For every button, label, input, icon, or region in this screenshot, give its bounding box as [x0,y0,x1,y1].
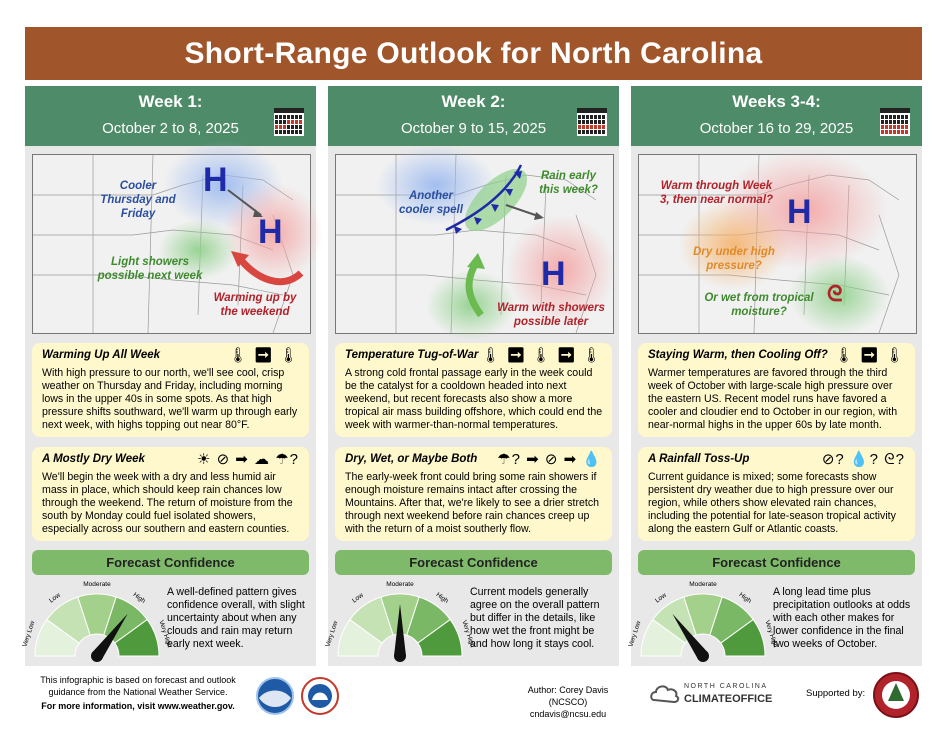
week-label: Week 1: [138,92,203,111]
noaa-logo [255,676,295,716]
calendar-icon [274,108,304,136]
supported-by-label: Supported by: [806,688,866,699]
author-name: Author: Corey Davis (NCSCO) [527,685,609,707]
gauge-label: Low [351,591,365,605]
box-text: With high pressure to our north, we'll see cool, crisp weather on Thursday and Friday, including morning lows in the upper 40s in some spots. As that high pressure shifts southward, we'll warm up through early next week, with highs topping out near 80°F. [42,367,298,431]
map-label: Cooler Thursday and Friday [100,180,176,220]
weather-icon: ☀ ⊘ ➡ ☁ ☂? [196,451,299,468]
gauge-label: Moderate [386,581,414,588]
outlook-map [32,154,311,334]
confidence-text: Current models generally agree on the overall pattern but differ in the details, like how wet the front might be and how long it stays cool. [470,586,600,650]
forest-service-logo [872,671,920,719]
confidence-header: Forecast Confidence [638,550,915,575]
footer-text: This infographic is based on forecast and outlook [40,675,236,685]
gauge-label: Very High [157,619,173,649]
box-title: Warming Up All Week [42,349,161,361]
week-2-column [324,86,619,666]
gauge-label: High [131,591,147,605]
map-label: Or wet from tropical moisture? [704,292,814,318]
confidence-header: Forecast Confidence [32,550,309,575]
high-pressure-marker: H [258,213,283,251]
climate-office-logo [650,680,780,710]
precipitation-box [638,447,915,541]
weather-icon: ⊘? 💧? ᘓ? [821,451,905,468]
gauge-label: Very Low [627,620,643,648]
calendar-icon [577,108,607,136]
week-dates: October 16 to 29, 2025 [699,120,854,137]
gauge-label: Low [654,591,668,605]
cloud-logo-icon [650,682,680,706]
map-label: Light showers possible next week [97,256,203,282]
box-title: Temperature Tug-of-War [345,349,479,361]
map-label: Rain early this week? [539,170,598,196]
box-text: We'll begin the week with a dry and less humid air mass in place, which should keep rain chances low through the weekend. The return of moisture from the south by Monday could fuel isolated showers, especially across our southern and eastern counties. [42,471,293,535]
week-label: Weeks 3-4: [732,92,821,111]
outlook-map [638,154,917,334]
gauge-label: Very High [460,619,476,649]
map-label: Warming up by the weekend [213,292,297,318]
map-label: Dry under high pressure? [693,246,775,272]
author-email[interactable]: cndavis@ncsu.edu [529,709,607,719]
box-text: A strong cold frontal passage early in the week could be the catalyst for a cooldown headed into next weekend, but recent forecasts also show a more tropical air mass building offshore, which could end the week with warmer-than-normal temperatures. [345,367,603,431]
footer-link[interactable]: For more information, visit www.weather.gov. [41,701,235,711]
week-header [631,86,922,146]
week-header [25,86,316,146]
confidence-text: A long lead time plus precipitation outlooks at odds with each other makes for lower confidence in the final two weeks of October. [773,586,911,650]
hurricane-icon: ᘓ [827,281,843,306]
box-text: The early-week front could bring some rain showers if enough moisture remains intact after crossing the Mountains. After that, we're likely to see a drier stretch through next weekend before rain chances creep up with the return of a moist southerly flow. [345,471,600,535]
footer-text: guidance from the National Weather Service. [48,687,228,697]
week-label: Week 2: [441,92,506,111]
nws-logo [300,676,340,716]
weather-icon: ☂? ➡ ⊘ ➡ 💧 [497,451,602,468]
page-title: Short-Range Outlook for North Carolina [25,27,922,80]
gauge-label: Moderate [689,581,717,588]
week-dates: October 2 to 8, 2025 [102,120,239,137]
gauge-hub [394,650,406,662]
week-dates: October 9 to 15, 2025 [400,120,547,137]
logo-text: CLIMATEOFFICE [684,693,773,705]
footer-info [32,674,244,712]
gauge-label: Moderate [83,581,111,588]
logo-text: NORTH CAROLINA [684,683,768,690]
box-text: Current guidance is mixed; some forecasts show persistent dry weather due to high pressure over our region, while others show elevated rain chances, including the potential for late-season tropical activity along the eastern Gulf or Atlantic coasts. [648,471,896,535]
confidence-header: Forecast Confidence [335,550,612,575]
box-title: Staying Warm, then Cooling Off? [648,349,828,361]
week-header [328,86,619,146]
temperature-box [638,343,915,437]
temperature-box [32,343,309,437]
map-label: Another cooler spell [399,190,463,216]
weeks-3-4-column [627,86,922,666]
precipitation-box [335,447,612,541]
gauge-label: Very Low [324,620,340,648]
box-title: A Mostly Dry Week [42,453,145,465]
box-title: Dry, Wet, or Maybe Both [345,453,478,465]
gauge-label: Very High [763,619,779,649]
confidence-gauge [21,580,173,660]
thermometer-icon: 🌡 ➡ 🌡 [834,347,905,364]
gauge-label: Low [48,591,62,605]
gauge-hub [91,650,103,662]
map-label: Warm with showers possible later [497,302,605,328]
high-pressure-marker: H [541,255,566,293]
thermometer-icon: 🌡 ➡ 🌡 ➡ 🌡 [481,347,602,364]
box-title: A Rainfall Toss-Up [648,453,750,465]
gauge-label: High [737,591,753,605]
gauge-label: High [434,591,450,605]
high-pressure-marker: H [787,193,812,231]
gauge-label: Very Low [21,620,37,648]
author-credit [508,684,628,720]
week-1-column [21,86,316,666]
confidence-text: A well-defined pattern gives confidence overall, with slight uncertainty about when any clouds and rain may return early next week. [167,586,305,650]
gauge-hub [697,650,709,662]
box-text: Warmer temperatures are favored through the third week of October with large-scale high pressure over the eastern US. Recent model runs have favored a cooler and cloudier end to October in our region, with near-normal highs in the upper 60s by late month. [648,367,898,431]
map-label: Warm through Week 3, then near normal? [659,180,774,206]
outlook-map [335,154,614,334]
confidence-gauge [627,580,779,660]
precipitation-box [32,447,309,541]
temperature-box [335,343,612,437]
thermometer-icon: 🌡 ➡ 🌡 [228,347,299,364]
confidence-gauge [324,580,476,660]
calendar-icon [880,108,910,136]
high-pressure-marker: H [203,161,228,199]
